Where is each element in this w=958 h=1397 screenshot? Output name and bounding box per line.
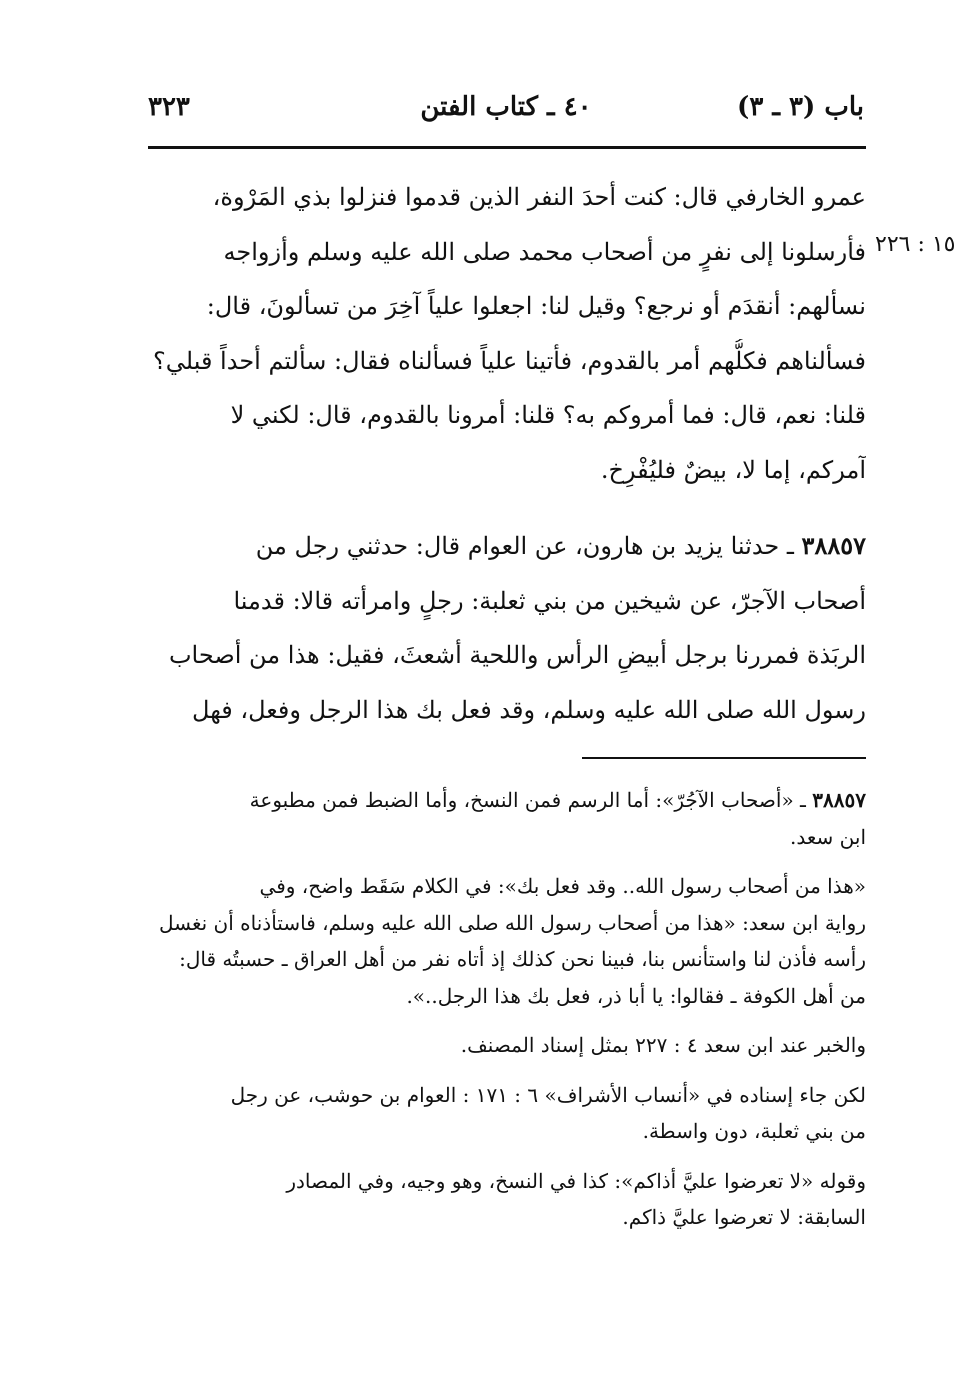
header-divider: [148, 146, 866, 149]
text-line: فأرسلونا إلى نفرٍ من أصحاب محمد صلى الله عليه وسلم وأزواجه: [223, 237, 866, 266]
text-line: قلنا: نعم، قال: فما أمروكم به؟ قلنا: أمرونا بالقدوم، قال: لكني لا: [230, 401, 866, 429]
text-line: [148, 524, 866, 579]
hadith-text: ـ حدثنا يزيد بن هارون، عن العوام قال: حدثني رجل من: [255, 532, 802, 560]
page-number: ٣٢٣: [148, 92, 190, 122]
footnotes: [148, 782, 866, 1249]
main-text: [148, 175, 866, 742]
text-line: رسول الله صلى الله عليه وسلم، وقد فعل بك هذا الرجل وفعل، فهل: [192, 695, 866, 724]
text-line: آمركم، إما لا، بيضٌ فليُفْرِخ.: [600, 455, 866, 484]
footnote-line: من بني ثعلبة، دون واسطة.: [642, 1119, 866, 1143]
paragraph-1: [148, 175, 866, 502]
footnote-line: وقوله «لا تعرضوا عليَّ أذاكم»: كذا في النسخ، وهو وجيه، وفي المصادر: [286, 1168, 866, 1193]
footnote-divider: [582, 757, 866, 759]
footnote-4: [148, 1077, 866, 1150]
footnote-3: [148, 1027, 866, 1064]
hadith-number: ٣٨٨٥٧: [801, 531, 866, 560]
text-line: نسألهم: أنقدَم أو نرجع؟ وقيل لنا: اجعلوا علياً آخِرَ من تسألونَ، قال:: [206, 292, 866, 320]
text-line: عمرو الخارفي قال: كنت أحدَ النفر الذين قدموا فنزلوا بذي المَرْوة،: [212, 183, 866, 211]
paragraph-2: [148, 524, 866, 742]
footnote-number: ٣٨٨٥٧: [812, 788, 866, 812]
running-header: [148, 92, 864, 136]
chapter-heading: باب (٣ ـ ٣): [737, 92, 864, 122]
footnote-line: رواية ابن سعد: «هذا من أصحاب رسول الله صلى الله عليه وسلم، فاستأذناه أن نغسل: [159, 910, 866, 935]
footnote-line: السابقة: لا تعرضوا عليَّ ذاكم.: [622, 1205, 866, 1229]
text-line: أصحاب الآجرّ، عن شيخين من بني ثعلبة: رجلٍ وامرأته قالا: قدمنا: [233, 586, 866, 615]
footnote-line: رأسه فأذن لنا واستأنس بنا، فبينا نحن كذلك إذ أتاه نفر من أهل العراق ـ حسبتُه قال:: [179, 947, 866, 971]
footnote-line: من أهل الكوفة ـ فقالوا: يا أبا ذر، فعل بك هذا الرجل..».: [406, 983, 866, 1008]
book-title: ٤٠ ـ كتاب الفتن: [420, 92, 592, 122]
text-line: فسألناهم فكلُّهم أمر بالقدوم، فأتينا علياً فسألناه فقال: سألتم أحداً قبلي؟: [153, 346, 866, 375]
text-line: الربَذة فمررنا برجل أبيضِ الرأس واللحية أشعثَ، فقيل: هذا من أصحاب: [168, 641, 866, 669]
footnote-2: [148, 868, 866, 1014]
footnote-line: والخبر عند ابن سعد ٤ : ٢٢٧ بمثل إسناد المصنف.: [460, 1033, 866, 1057]
footnote-line: ابن سعد.: [790, 824, 866, 849]
footnote-text: ـ «أصحاب الآجُرّ»: أما الرسم فمن النسخ، وأما الضبط فمن مطبوعة: [249, 788, 813, 812]
footnote-line: «هذا من أصحاب رسول الله.. وقد فعل بك»: في الكلام سَقَط واضح، وفي: [259, 874, 866, 898]
footnote-1: [148, 782, 866, 855]
footnote-line: لكن جاء إسناده في «أنساب الأشراف» ٦ : ١٧١ : العوام بن حوشب، عن رجل: [230, 1082, 866, 1107]
footnote-5: [148, 1163, 866, 1236]
margin-reference: ١٥ : ٢٢٦: [875, 232, 956, 257]
paragraph-gap: [148, 502, 866, 524]
footnote-line: [148, 782, 866, 819]
